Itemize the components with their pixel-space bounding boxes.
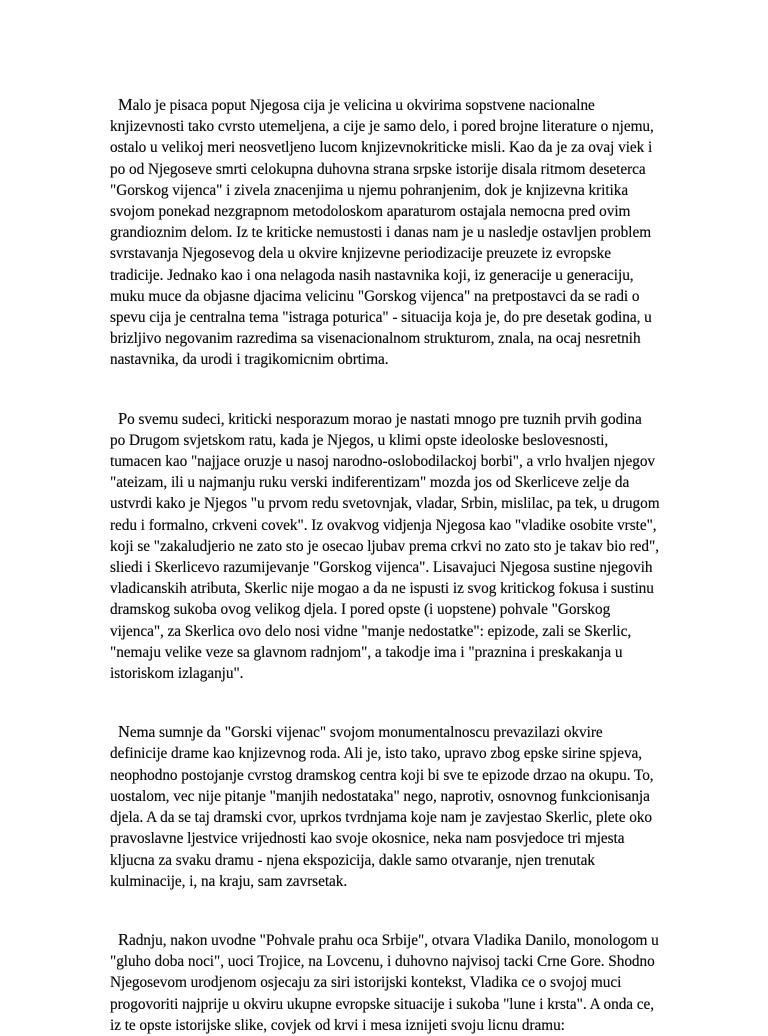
paragraph-1: Malo je pisaca poput Njegosa cija je velicina u okvirima sopstvene nacionalne knjizevnosti tako cvrsto utemeljena, a cije je samo delo, i pored brojne literature o njemu, ostalo u velikoj meri neosvetljeno lucom knjizevnokriticke misli. Kao da je za ovaj viek i po od Njegoseve smrti celokupna duhovna strana srpske istorije disala ritmom deseterca "Gorskog vijenca" i zivela znacenjima u njemu pohranjenim, dok je knjizevna kritika svojom ponekad nezgrapnom metodoloskom aparaturom ostajala nemocna pred ovim grandioznim delom. Iz te kriticke nemustosti i danas nam je u nasledje ostavljen problem svrstavanja Njegosevog dela u okvire knjizevne periodizacije preuzete iz evropske tradicije. Jednako kao i ona nelagoda nasih nastavnika koji, iz generacije u generaciju, muku muce da objasne djacima velicinu "Gorskog vijenca" na pretpostavci da se radi o spevu cija je centralna tema "istraga poturica" - situacija koja je, do pre desetak godina, u brizljivo negovanim razredima sa visenacionalnom strukturom, znala, na ocaj nesretnih nastavnika, da urodi i tragikomicnim obrtima. bbox=[110, 95, 654, 369]
document-page bbox=[110, 94, 660, 1036]
paragraph-3: Nema sumnje da "Gorski vijenac" svojom monumentalnoscu prevazilazi okvire definicije drame kao knjizevnog roda. Ali je, isto tako, upravo zbog epske sirine spjeva, neophodno postojanje cvrstog dramskog centra koji bi sve te epizode drzao na okupu. To, uostalom, vec nije pitanje "manjih nedostataka" nego, naprotiv, osnovnog funkcionisanja djela. A da se taj dramski cvor, uprkos tvrdnjama koje nam je zavjestao Skerlic, plete oko pravoslavne ljestvice vrijednosti kao svoje okosnice, neka nam posvjedoce tri mjesta kljucna za svaku dramu - njena ekspozicija, dakle samo otvaranje, njen trenutak kulminacije, i, na kraju, sam zavrsetak. bbox=[110, 722, 654, 890]
paragraph-2: Po svemu sudeci, kriticki nesporazum morao je nastati mnogo pre tuznih prvih godina po Drugom svjetskom ratu, kada je Njegos, u klimi opste ideoloske beslovesnosti, tumacen kao "najjace oruzje u nasoj narodno-oslobodilackoj borbi", a vrlo hvaljen njegov "ateizam, ili u najmanju ruku verski indiferentizam" mozda jos od Skerliceve zelje da ustvrdi kako je Njegos "u prvom redu svetovnjak, vladar, Srbin, mislilac, pa tek, u drugom redu i formalno, crkveni covek". Iz ovakvog vidjenja Njegosa kao "vladike osobite vrste", koji se "zakaludjerio ne zato sto je osecao ljubav prema crkvi no zato sto je takav bio red", sliedi i Skerlicevo razumijevanje "Gorskog vijenca". Lisavajuci Njegosa sustine njegovih vladicanskih atributa, Skerlic nije mogao a da ne ispusti iz svog kritickog fokusa i sustinu dramskog sukoba ovog velikog djela. I pored opste (i uopstene) pohvale "Gorskog vijenca", za Skerlica ovo delo nosi vidne "manje nedostatke": epizode, zali se Skerlic, "nemaju velike veze sa glavnom radnjom", a takodje ima i "praznina i preskakanja u istoriskom izlaganju". bbox=[110, 408, 660, 683]
paragraph-4: Radnju, nakon uvodne "Pohvale prahu oca Srbije", otvara Vladika Danilo, monologom u "gluho doba noci", uoci Trojice, na Lovcenu, i duhovno najvisoj tacki Crne Gore. Shodno Njegosevom urodjenom osjecaju za siri istorijski kontekst, Vladika ce o svojoj muci progovoriti najprije u okviru ukupne evropske situacije i sukoba "lune i krsta". A onda ce, iz te opste istorijske slike, covjek od krvi i mesa iznijeti svoju licnu dramu: bbox=[110, 929, 659, 1034]
